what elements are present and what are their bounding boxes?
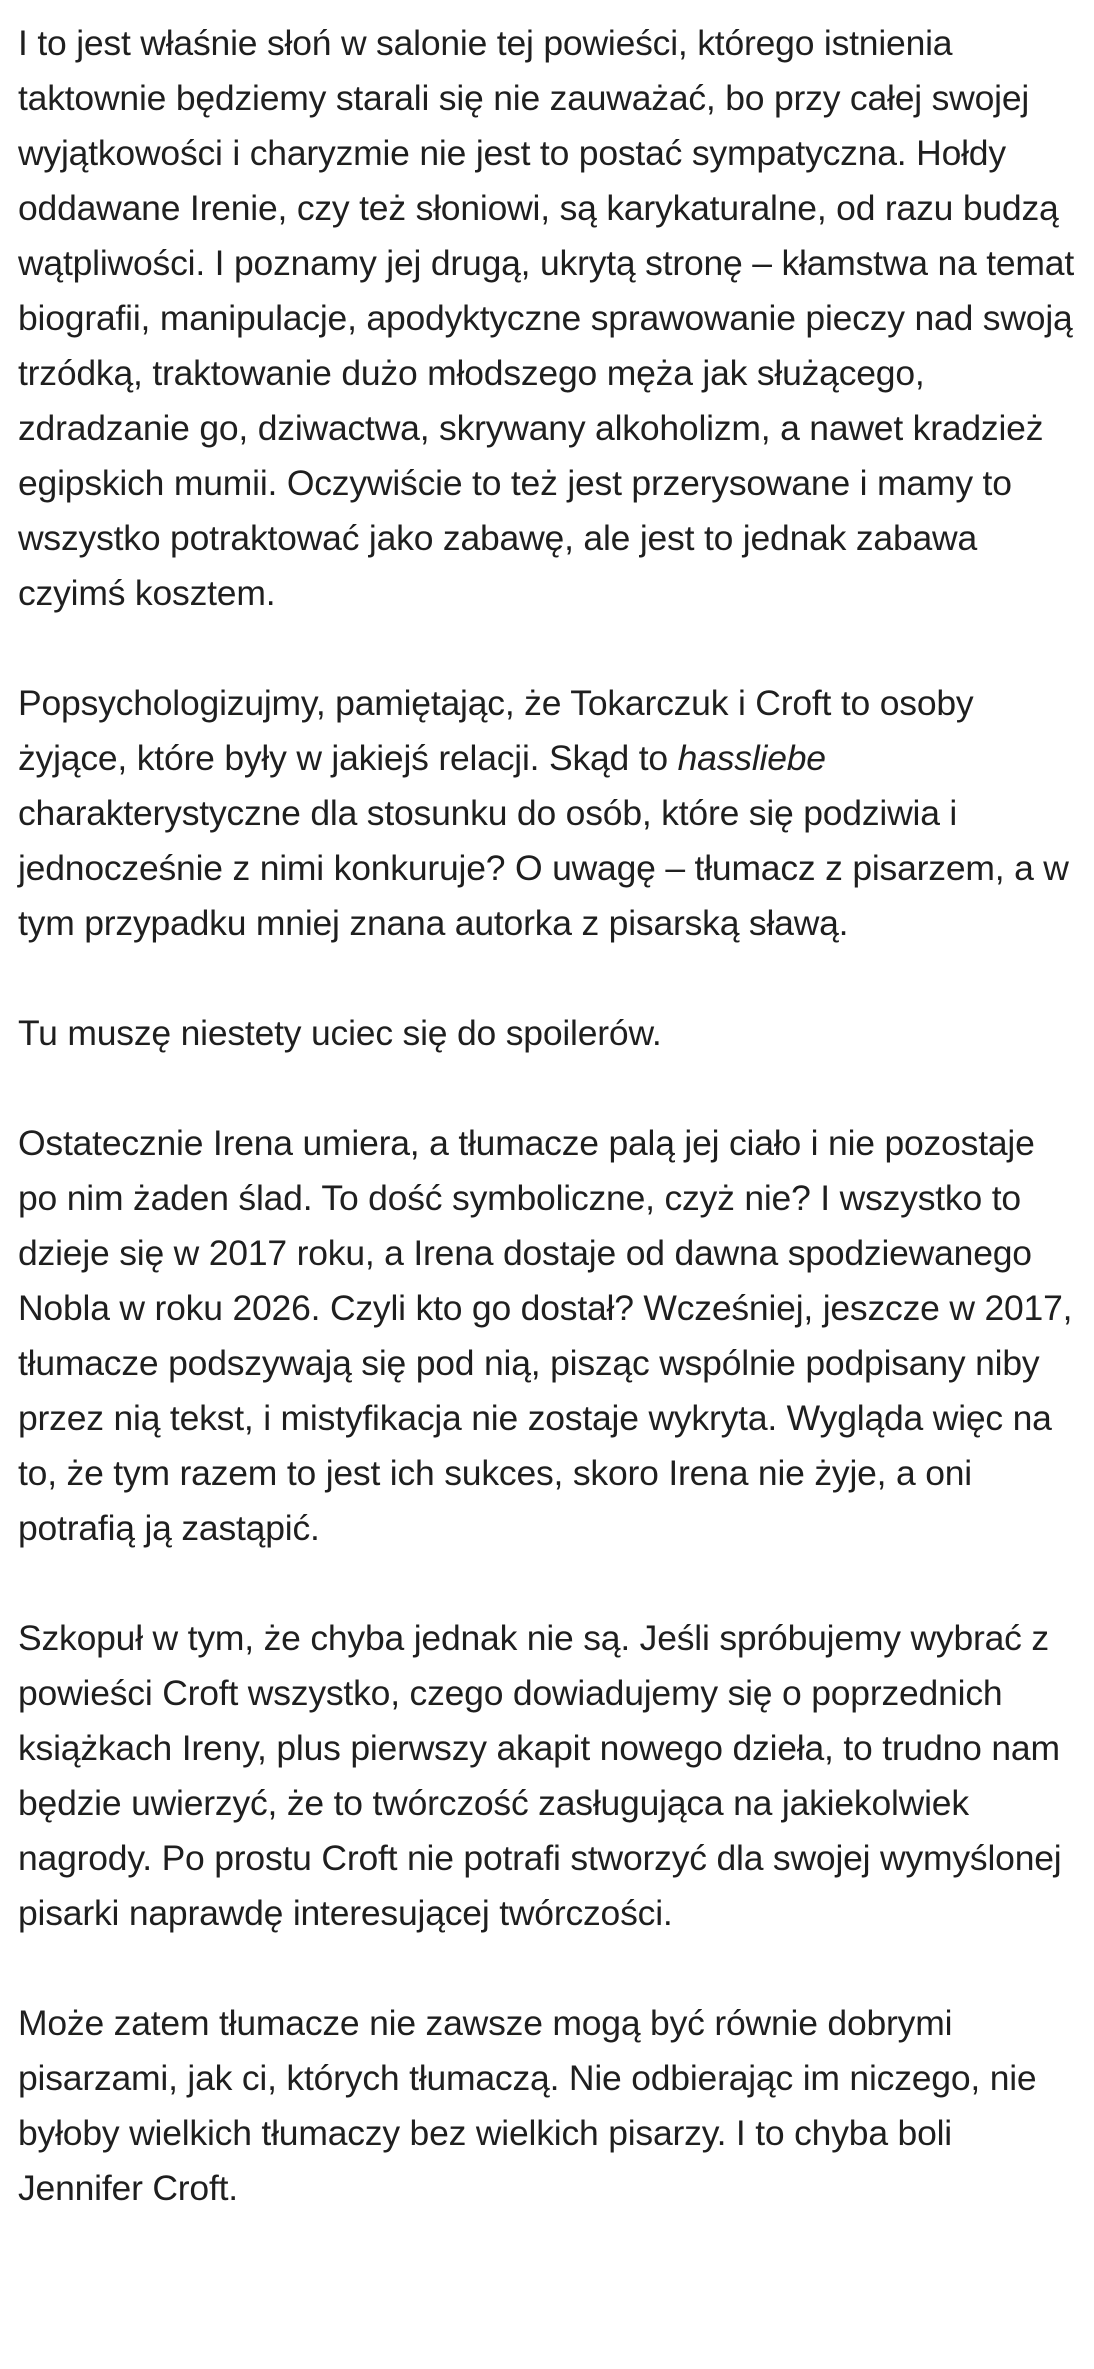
article-body: [18, 16, 1076, 2216]
paragraph-conclusion: Może zatem tłumacze nie zawsze mogą być równie dobrymi pisarzami, jak ci, których tłumaczą. Nie odbierając im niczego, nie byłoby wielkich tłumaczy bez wielkich pisarzy. I to chyba boli Jennifer Croft.: [18, 2003, 1037, 2208]
paragraph-popsychology-emphasis: hassliebe: [677, 738, 826, 778]
paragraph-spoiler-warning: Tu muszę niestety uciec się do spoilerów.: [18, 1013, 662, 1053]
paragraph-popsychology: [18, 676, 1076, 951]
paragraph-popsychology-after: charakterystyczne dla stosunku do osób, które się podziwia i jednocześnie z nimi konkuruje? O uwagę – tłumacz z pisarzem, a w tym przypadku mniej znana autorka z pisarską sławą.: [18, 793, 1069, 943]
paragraph-irena-portrait: I to jest właśnie słoń w salonie tej powieści, którego istnienia taktownie będziemy starali się nie zauważać, bo przy całej swojej wyjątkowości i charyzmie nie jest to postać sympatyczna. Hołdy oddawane Irenie, czy też słoniowi, są karykaturalne, od razu budzą wątpliwości. I poznamy jej drugą, ukrytą stronę – kłamstwa na temat biografii, manipulacje, apodyktyczne sprawowanie pieczy nad swoją trzódką, traktowanie dużo młodszego męża jak służącego, zdradzanie go, dziwactwa, skrywany alkoholizm, a nawet kradzież egipskich mumii. Oczywiście to też jest przerysowane i mamy to wszystko potraktować jako zabawę, ale jest to jednak zabawa czyimś kosztem.: [18, 23, 1075, 613]
paragraph-irena-death: Ostatecznie Irena umiera, a tłumacze palą jej ciało i nie pozostaje po nim żaden ślad. To dość symboliczne, czyż nie? I wszystko to dzieje się w 2017 roku, a Irena dostaje od dawna spodziewanego Nobla w roku 2026. Czyli kto go dostał? Wcześniej, jeszcze w 2017, tłumacze podszywają się pod nią, pisząc wspólnie podpisany niby przez nią tekst, i mistyfikacja nie zostaje wykryta. Wygląda więc na to, że tym razem to jest ich sukces, skoro Irena nie żyje, a oni potrafią ją zastąpić.: [18, 1123, 1073, 1548]
paragraph-popsychology-before: Popsychologizujmy, pamiętając, że Tokarczuk i Croft to osoby żyjące, które były w jakiejś relacji. Skąd to: [18, 683, 974, 778]
paragraph-croft-fiction: Szkopuł w tym, że chyba jednak nie są. Jeśli spróbujemy wybrać z powieści Croft wszystko, czego dowiadujemy się o poprzednich książkach Ireny, plus pierwszy akapit nowego dzieła, to trudno nam będzie uwierzyć, że to twórczość zasługująca na jakiekolwiek nagrody. Po prostu Croft nie potrafi stworzyć dla swojej wymyślonej pisarki naprawdę interesującej twórczości.: [18, 1618, 1062, 1933]
